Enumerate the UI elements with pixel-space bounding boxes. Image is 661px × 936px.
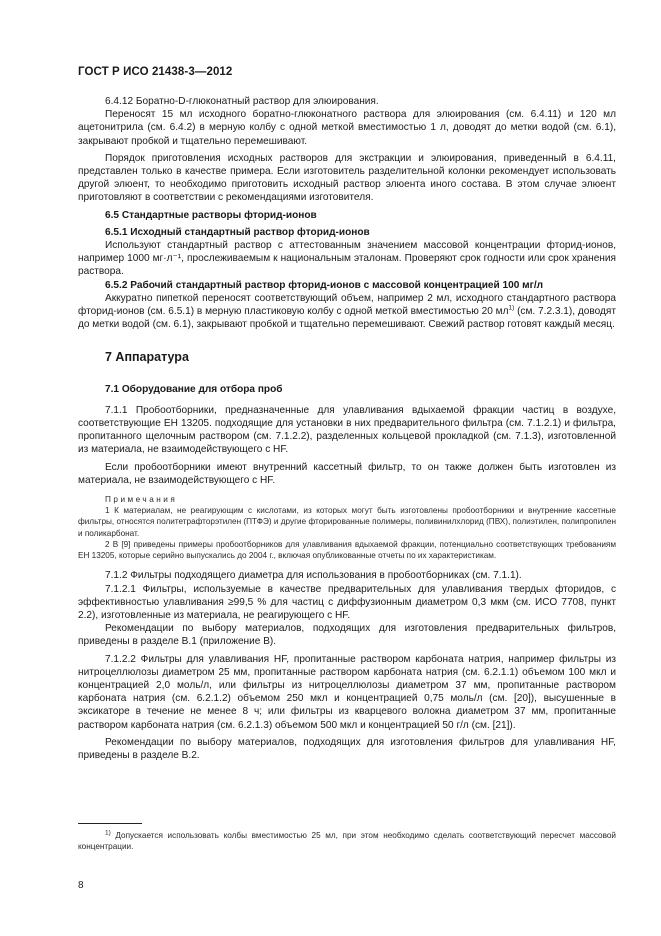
document-header: ГОСТ Р ИСО 21438-3—2012 (78, 66, 233, 78)
section-6-5-2-text-b: (см. 7.2.3.1), доводят до метки водой (см. 6.1), закрывают пробкой и тщательно перемешивают. Свежий раствор готовят каждый месяц. (78, 306, 616, 331)
section-7-1-1-continued: Если пробоотборники имеют внутренний кассетный фильтр, то он также должен быть изготовлен из материала, не взаимодействующего с HF. (78, 461, 616, 486)
footnote-divider (78, 823, 142, 824)
section-6-4-12-para-1: Переносят 15 мл исходного боратно-глюконатного раствора для элюирования (см. 6.4.11) и 120 мл ацетонитрила (см. 6.4.2) в мерную колбу с одной меткой вместимостью 1 л, доводят до метки водой (см. 6.1), закрывают пробкой и тщательно перемешивают. (78, 109, 616, 147)
section-7-1-2-1-continued: Рекомендации по выбору материалов, подходящих для изготовления предварительных фильтров, приведены в разделе В.1 (приложение В). (78, 623, 616, 648)
notes-label: Примечания (105, 495, 178, 505)
chapter-7-title: 7 Аппаратура (105, 350, 189, 365)
section-6-5-1-title: 6.5.1 Исходный стандартный раствор фторид-ионов (105, 226, 370, 238)
section-6-5-1-text: Используют стандартный раствор с аттестованным значением массовой концентрации фторид-ионов, например 1000 мг·л⁻¹, прослеживаемым к национальным эталонам. Проверяют срок годности или срок хранения раствора. (78, 240, 616, 278)
footnote-mark: 1) (105, 829, 111, 837)
section-7-1-title: 7.1 Оборудование для отбора проб (105, 383, 283, 395)
section-6-5-2-text (78, 292, 616, 332)
section-6-5-2-title: 6.5.2 Рабочий стандартный раствор фторид-ионов с массовой концентрацией 100 мг/л (105, 279, 544, 291)
section-6-5-title: 6.5 Стандартные растворы фторид-ионов (105, 209, 317, 221)
section-7-1-2-1: 7.1.2.1 Фильтры, используемые в качестве предварительных для улавливания твердых фторидов, с эффективностью улавливания ≥99,5 % для частиц с диффузионным диаметром 0,3 мкм (см. ИСО 7708, пункт 2.2), изготовленные из материала, не реагирующего с HF. (78, 583, 616, 621)
section-7-1-2: 7.1.2 Фильтры подходящего диаметра для использования в пробоотборниках (см. 7.1.1). (105, 570, 522, 582)
page-body (78, 95, 616, 762)
footnote-ref: 1) (508, 304, 515, 312)
page-number: 8 (78, 880, 84, 891)
section-6-4-12-para-2: Порядок приготовления исходных растворов для экстракции и элюирования, приведенный в 6.4.11, представлен только в качестве примера. Если изготовитель разделительной колонки рекомендует использовать другой элюент, то необходимо приготовить исходный раствор элюента иного состава. В этом случае элюент приготовляют в соответствии с рекомендациями изготовителя. (78, 152, 616, 204)
section-6-4-12-title: 6.4.12 Боратно-D-глюконатный раствор для элюирования. (105, 96, 379, 107)
section-6-5-2-text-a: Аккуратно пипеткой переносят соответствующий объем, например 2 мл, исходного стандартного раствора фторид-ионов (см. 6.5.1) в мерную пластиковую колбу с одной меткой вместимостью 20 мл (78, 292, 616, 318)
footnote (78, 830, 616, 852)
note-1: 1 К материалам, не реагирующим с кислотами, из которых могут быть изготовлены пробоотборники и внутренние кассетные фильтры, относятся политетрафторэтилен (ПТФЭ) и другие фторированные полимеры, поливинилхлорид (ПВХ), полиэтилен, полипропилен и поликарбонат. (78, 506, 616, 538)
section-7-1-2-2-continued: Рекомендации по выбору материалов, подходящих для изготовления фильтров для улавливания HF, приведены в разделе В.2. (78, 736, 616, 761)
footnote-text: Допускается использовать колбы вместимостью 25 мл, при этом необходимо сделать соответствующий пересчет массовой концентрации. (78, 831, 616, 852)
section-7-1-1: 7.1.1 Пробоотборники, предназначенные для улавливания вдыхаемой фракции частиц в воздухе, соответствующие ЕН 13205. подходящие для установки в них предварительного фильтра (см. 7.1.2.1) и фильтра, пропитанного щелочным раствором (см. 7.1.2.2), разделенных кольцевой прокладкой (см. 7.1.3), изготовленной из материала, не взаимодействующего с HF. (78, 404, 616, 456)
note-2: 2 В [9] приведены примеры пробоотборников для улавливания вдыхаемой фракции, потенциально соответствующих требованиям ЕН 13205, которые серийно выпускались до 2004 г., включая опубликованные отчеты по их характеристикам. (78, 539, 616, 561)
section-7-1-2-2: 7.1.2.2 Фильтры для улавливания HF, пропитанные раствором карбоната натрия, например фильтры из нитроцеллюлозы диаметром 25 мм, пропитанные раствором карбоната натрия (см. 6.2.1.1) объемом 100 мкл и концентрацией 2,0 моль/л, или фильтры из нитроцеллюлозы диаметром 37 мм, пропитанные раствором карбоната натрия (см. 6.2.1.2) объемом 250 мкл и концентрацией 0,75 моль/л (см. [20]), высушенные в эксикаторе в течение не менее 8 ч; или фильтры из кварцевого волокна диаметром 37 мм, пропитанные раствором карбоната натрия (см. 6.2.1.3) объемом 500 мкл и концентрацией 50 г/л (см. [21]). (78, 653, 616, 731)
